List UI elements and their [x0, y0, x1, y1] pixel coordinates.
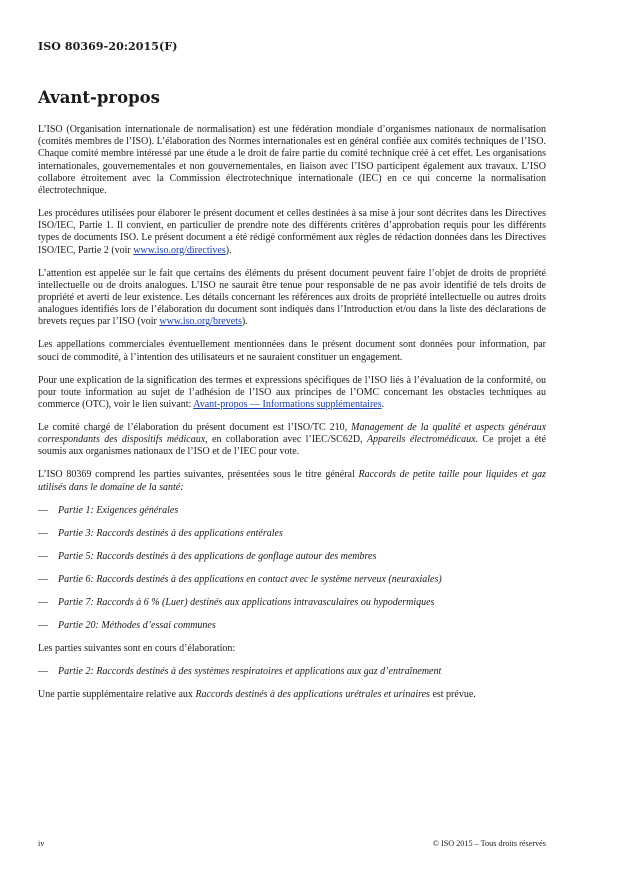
document-id-header: ISO 80369-20:2015(F): [38, 40, 178, 53]
list-dash: —: [38, 550, 48, 562]
patents-link[interactable]: www.iso.org/brevets: [159, 316, 242, 328]
foreword-body: [38, 124, 546, 712]
additional-part-title: Raccords destinés à des applications urétrales et urinaires: [195, 688, 430, 700]
paragraph-committee: [38, 422, 546, 459]
list-item: [38, 528, 546, 540]
paragraph-procedures: [38, 208, 546, 257]
part-7-label: Partie 7: Raccords à 6 % (Luer) destinés aux applications intravasculaires ou hypodermiques: [58, 596, 435, 608]
part-3-label: Partie 3: Raccords destinés à des applications entérales: [58, 527, 283, 539]
list-item: [38, 505, 546, 517]
part-1-label: Partie 1: Exigences générales: [58, 504, 179, 516]
list-item: [38, 620, 546, 632]
list-item: [38, 666, 546, 678]
paragraph-trade-names: Les appellations commerciales éventuellement mentionnées dans le présent document sont données pour information, par souci de commodité, à l’intention des utilisateurs et ne sauraient constituer un engagement.: [38, 339, 546, 363]
list-dash: —: [38, 504, 48, 516]
directives-link[interactable]: www.iso.org/directives: [133, 244, 226, 256]
list-dash: —: [38, 573, 48, 585]
page-number: iv: [38, 839, 45, 848]
paragraph-iso-intro: L’ISO (Organisation internationale de normalisation) est une fédération mondiale d’organismes nationaux de normalisation (comités membres de l’ISO). L’élaboration des Normes internationales est en général confiée aux comités techniques de l’ISO. Chaque comité membre intéressé par une étude a le droit de faire partie du comité technique créé à cet effet. Les organisations internationales, gouvernementales et non gouvernementales, en liaison avec l’ISO participent également aux travaux. L’ISO collabore étroitement avec la Commission électrotechnique internationale (IEC) en ce qui concerne la normalisation électrotechnique.: [38, 124, 546, 197]
paragraph-parts-intro: [38, 469, 546, 493]
committee-title: Management de la qualité et aspects généraux correspondants des dispositifs médicaux: [38, 422, 547, 446]
committee-text-a: Le comité chargé de l’élaboration du présent document est l’ISO/TC 210,: [38, 422, 352, 434]
additional-info-link[interactable]: Avant-propos — Informations supplémentaires: [193, 399, 382, 411]
paragraph-pending: Les parties suivantes sont en cours d’élaboration:: [38, 642, 236, 654]
part-2-label: Partie 2: Raccords destinés à des systèmes respiratoires et applications aux gaz d’entraînement: [58, 665, 442, 677]
list-item: [38, 574, 546, 586]
list-dash: —: [38, 619, 48, 631]
paragraph-patents: [38, 268, 546, 329]
part-5-label: Partie 5: Raccords destinés à des applications de gonflage autour des membres: [58, 550, 377, 562]
committee-text-c: , en collaboration avec l’IEC/SC62D,: [205, 434, 367, 446]
additional-part-text-a: Une partie supplémentaire relative aux: [38, 688, 196, 700]
conformity-end: .: [381, 399, 385, 411]
part-6-label: Partie 6: Raccords destinés à des applications en contact avec le système nerveux (neuraxiales): [58, 573, 442, 585]
list-dash: —: [38, 527, 48, 539]
subcommittee-title: Appareils électromédicaux: [366, 434, 476, 446]
part-20-label: Partie 20: Méthodes d’essai communes: [58, 619, 216, 631]
procedures-end: ).: [225, 244, 232, 256]
paragraph-additional-part: [38, 689, 546, 701]
conformity-text: Pour une explication de la signification des termes et expressions spécifiques de l’ISO liés à l’évaluation de la conformité, ou pour toute information au sujet de l’adhésion de l’ISO aux principes de l’OMC concernant les obstacles techniques au commerce (OTC), voir le lien suivant:: [38, 374, 546, 411]
parts-general-title: Raccords de petite taille pour liquides et gaz utilisés dans le domaine de la santé:: [38, 469, 546, 493]
copyright-notice: © ISO 2015 – Tous droits réservés: [432, 839, 546, 848]
list-item: [38, 551, 546, 563]
additional-part-text-c: est prévue.: [429, 688, 476, 700]
patents-end: ).: [241, 316, 248, 328]
procedures-text: Les procédures utilisées pour élaborer le présent document et celles destinées à sa mise à jour sont décrites dans les Directives ISO/IEC, Partie 1. Il convient, en particulier de prendre note des différents critères d’approbation requis pour les différents types de documents ISO. Le présent document a été rédigé conformément aux règles de rédaction données dans les Directives ISO/IEC, Partie 2 (voir: [38, 208, 546, 256]
patents-text: L’attention est appelée sur le fait que certains des éléments du présent document peuvent faire l’objet de droits de propriété intellectuelle ou de droits analogues. L’ISO ne saurait être tenue pour responsable de ne pas avoir identifié de tels droits de propriété et averti de leur existence. Les détails concernant les références aux droits de propriété intellectuelle ou autres droits analogues identifiés lors de l’élaboration du document sont indiqués dans l’Introduction et/ou dans la liste des déclarations de brevets reçues par l’ISO (voir: [38, 267, 546, 328]
list-dash: —: [38, 596, 48, 608]
committee-text-e: . Ce projet a été soumis aux organismes nationaux de l’ISO et de l’IEC pour vote.: [38, 434, 547, 458]
list-item: [38, 597, 546, 609]
paragraph-conformity: [38, 375, 546, 412]
page-title: Avant-propos: [38, 88, 160, 107]
parts-intro-text: L’ISO 80369 comprend les parties suivantes, présentées sous le titre général: [38, 469, 359, 481]
list-dash: —: [38, 665, 48, 677]
